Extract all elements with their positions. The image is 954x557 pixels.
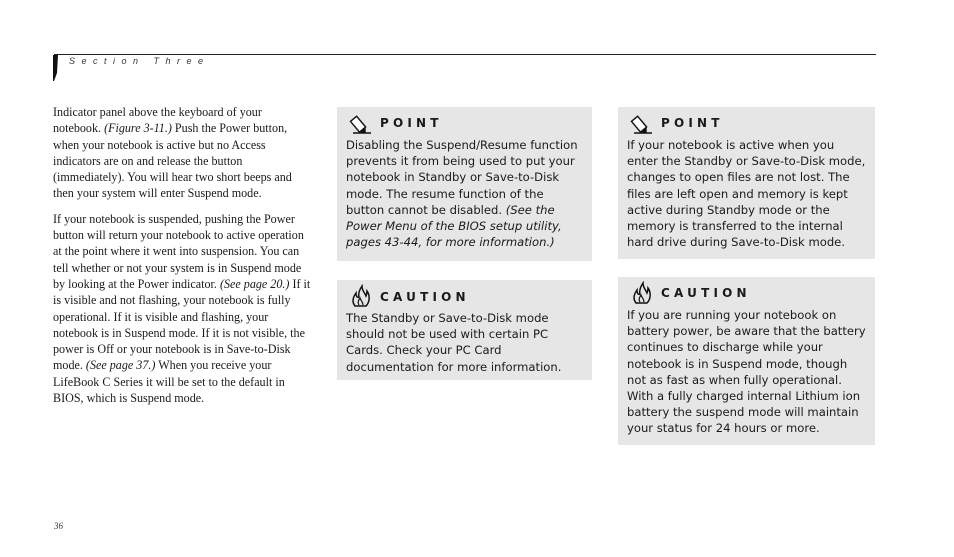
flame-icon <box>630 281 654 305</box>
caution-note-header <box>627 277 867 307</box>
section-label: Section Three <box>69 56 210 66</box>
point-title: POINT <box>380 116 443 130</box>
bios-reference: (See the Power Menu of the BIOS setup utility, pages 43-44, for more information.) <box>346 202 562 250</box>
point-note-header <box>627 107 867 137</box>
section-tab-mark <box>53 55 58 81</box>
caution-note-text: The Standby or Save-to-Disk mode should not be used with certain PC Cards. Check your PC Card documentation for more information. <box>346 311 562 374</box>
flame-icon <box>349 284 373 308</box>
paragraph-1: Indicator panel above the keyboard of your notebook. (Figure 3-11.) Push the Power button, when your notebook is active but no Access indicators are on and release the button (immediately). You will hear two short beeps and then your system will enter Suspend mode. <box>53 105 292 201</box>
header-rule <box>54 54 876 55</box>
point-note-text: If your notebook is active when you enter the Standby or Save-to-Disk mode, changes to open files are not lost. The files are left open and memory is kept active during Standby mode or the memory is transferred to the internal hard drive during Save-to-Disk mode. <box>627 138 866 250</box>
caution-note-text: If you are running your notebook on battery power, be aware that the battery continues to discharge while your notebook is in Suspend mode, though not as fast as when fully operational. With a fully charged internal Lithium ion battery the suspend mode will maintain your status for 24 hours or more. <box>627 308 866 436</box>
point-note-1 <box>337 107 592 261</box>
point-title: POINT <box>661 116 724 130</box>
point-note-text: Disabling the Suspend/Resume function prevents it from being used to put your notebook in Standby or Save-to-Disk mode. The resume function of the button cannot be disabled. (See the Power Menu of the BIOS setup utility, pages 43-44, for more information.) <box>346 138 578 250</box>
caution-note-1 <box>337 280 592 380</box>
figure-reference: (Figure 3-11.) <box>104 121 172 136</box>
page-reference: (See page 20.) <box>219 276 290 291</box>
caution-title: CAUTION <box>380 290 470 304</box>
point-note-header <box>346 107 584 137</box>
body-text <box>53 104 311 415</box>
page-reference: (See page 37.) <box>85 358 156 373</box>
caution-note-header <box>346 280 584 310</box>
pencil-icon <box>349 111 375 135</box>
paragraph-2: If your notebook is suspended, pushing the Power button will return your notebook to active operation at the point where it went into suspension. You can tell whether or not your system is in Suspend mode by looking at the Power indicator. (See page 20.) If it is visible and not flashing, your notebook is fully operational. If it is visible and flashing, your notebook is in Suspend mode. If it is not visible, the power is Off or your notebook is in Save-to-Disk mode. (See page 37.) When you receive your LifeBook C Series it will be set to the default in BIOS, which is Suspend mode. <box>53 211 311 406</box>
point-note-2 <box>618 107 875 259</box>
page-number: 36 <box>54 521 63 531</box>
caution-note-2 <box>618 277 875 445</box>
caution-title: CAUTION <box>661 286 751 300</box>
pencil-icon <box>630 111 656 135</box>
